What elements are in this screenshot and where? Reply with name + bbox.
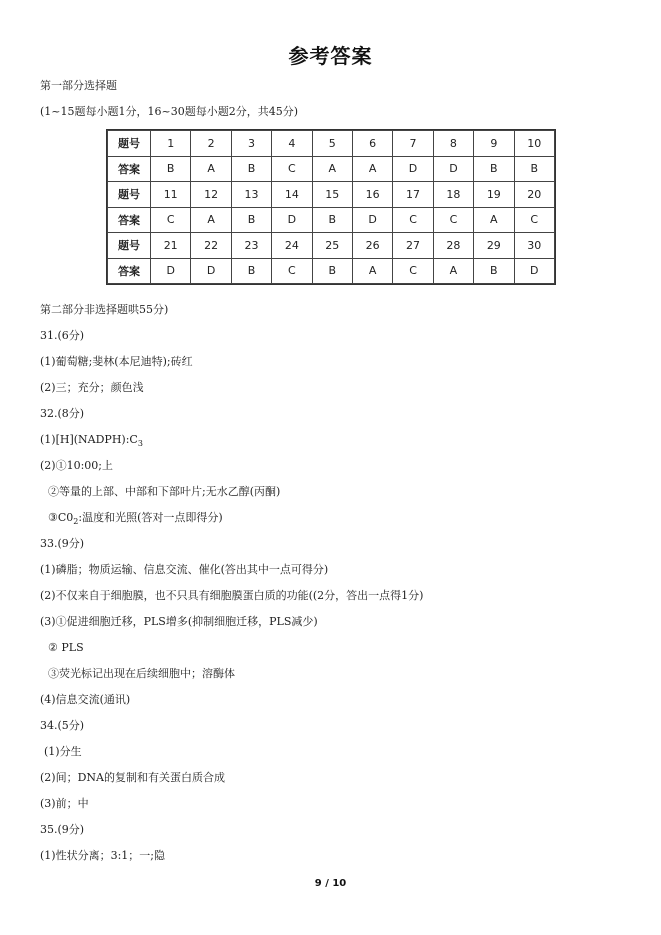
q32-header: 32.(8分) <box>40 407 85 420</box>
table-cell: B <box>231 258 271 284</box>
table-row <box>108 156 555 182</box>
q33-answer-2: (2)不仅来自于细胞膜，也不只具有细胞膜蛋白质的功能((2分，答出一点得1分) <box>40 589 424 602</box>
table-cell: B <box>312 258 352 284</box>
q33-header: 33.(9分) <box>40 537 85 550</box>
part1-score-note: (1~15题每小题1分，16~30题每小题2分，共45分) <box>40 105 298 118</box>
table-cell: B <box>231 207 271 233</box>
q33-answer-3b: ② PLS <box>48 641 84 654</box>
table-cell: 18 <box>433 182 473 208</box>
table-cell: A <box>352 156 392 182</box>
table-cell: 20 <box>514 182 554 208</box>
q32-answer-2b: ②等量的上部、中部和下部叶片;无水乙醇(丙酮) <box>48 485 281 498</box>
table-row <box>108 207 555 233</box>
table-cell: 1 <box>151 131 191 157</box>
table-cell: 17 <box>393 182 433 208</box>
table-cell: 24 <box>272 233 312 259</box>
table-row-label: 答案 <box>108 207 151 233</box>
q32-answer-2c <box>48 511 223 529</box>
table-cell: D <box>272 207 312 233</box>
table-row-label: 答案 <box>108 156 151 182</box>
table-cell: 10 <box>514 131 554 157</box>
table-cell: B <box>312 207 352 233</box>
table-cell: 5 <box>312 131 352 157</box>
table-cell: C <box>272 156 312 182</box>
q33-answer-3c: ③荧光标记出现在后续细胞中；溶酶体 <box>48 667 235 680</box>
table-cell: 22 <box>191 233 231 259</box>
table-cell: A <box>352 258 392 284</box>
table-row-label: 答案 <box>108 258 151 284</box>
q32-answer-2c-subscript: 2 <box>73 517 79 527</box>
table-cell: C <box>151 207 191 233</box>
table-cell: 15 <box>312 182 352 208</box>
table-cell: 6 <box>352 131 392 157</box>
table-cell: 2 <box>191 131 231 157</box>
q32-answer-2c-post: :温度和光照(答对一点即得分) <box>78 511 223 524</box>
table-cell: B <box>474 258 514 284</box>
q31-answer-2: (2)三；充分；颜色浅 <box>40 381 144 394</box>
part1-heading: 第一部分选择题 <box>40 79 117 92</box>
q35-header: 35.(9分) <box>40 823 85 836</box>
q32-answer-1-text: (1)[H](NADPH):C <box>40 433 138 446</box>
table-cell: 7 <box>393 131 433 157</box>
q35-answer-1: (1)性状分离；3:1；一;隐 <box>40 849 165 862</box>
table-cell: D <box>433 156 473 182</box>
table-cell: 8 <box>433 131 473 157</box>
table-cell: 19 <box>474 182 514 208</box>
table-cell: A <box>433 258 473 284</box>
table-cell: 9 <box>474 131 514 157</box>
table-row-label: 题号 <box>108 131 151 157</box>
table-cell: 13 <box>231 182 271 208</box>
table-cell: 27 <box>393 233 433 259</box>
table-row <box>108 182 555 208</box>
table-cell: C <box>393 207 433 233</box>
table-cell: B <box>474 156 514 182</box>
table-cell: C <box>433 207 473 233</box>
table-cell: 21 <box>151 233 191 259</box>
table-cell: D <box>514 258 554 284</box>
table-cell: 25 <box>312 233 352 259</box>
table-cell: 23 <box>231 233 271 259</box>
table-cell: C <box>514 207 554 233</box>
table-cell: D <box>151 258 191 284</box>
table-cell: C <box>272 258 312 284</box>
q34-answer-3: (3)前；中 <box>40 797 89 810</box>
q33-answer-1: (1)磷脂；物质运输、信息交流、催化(答出其中一点可得分) <box>40 563 329 576</box>
table-row-label: 题号 <box>108 182 151 208</box>
q34-answer-2: (2)间；DNA的复制和有关蛋白质合成 <box>40 771 225 784</box>
table-cell: 28 <box>433 233 473 259</box>
table-cell: 29 <box>474 233 514 259</box>
q32-answer-2c-pre: ③C0 <box>48 511 74 524</box>
q33-answer-3a: (3)①促进细胞迁移，PLS增多(抑制细胞迁移，PLS减少) <box>40 615 318 628</box>
table-cell: D <box>191 258 231 284</box>
table-cell: 12 <box>191 182 231 208</box>
table-row <box>108 233 555 259</box>
table-row <box>108 131 555 157</box>
table-row <box>108 258 555 284</box>
table-cell: 3 <box>231 131 271 157</box>
page-title: 参考答案 <box>288 44 373 68</box>
table-cell: 4 <box>272 131 312 157</box>
part2-heading: 第二部分非选择题哄55分) <box>40 303 169 316</box>
table-cell: D <box>393 156 433 182</box>
table-cell: B <box>514 156 554 182</box>
table-cell: A <box>474 207 514 233</box>
table-cell: 14 <box>272 182 312 208</box>
table-cell: C <box>393 258 433 284</box>
page-number: 9 / 10 <box>314 878 347 889</box>
q32-answer-1-subscript: 3 <box>137 439 143 449</box>
q34-header: 34.(5分) <box>40 719 85 732</box>
table-cell: 11 <box>151 182 191 208</box>
table-cell: 30 <box>514 233 554 259</box>
table-cell: 16 <box>352 182 392 208</box>
table-cell: A <box>191 207 231 233</box>
table-cell: B <box>151 156 191 182</box>
table-cell: A <box>191 156 231 182</box>
table-cell: B <box>231 156 271 182</box>
q34-answer-1: (1)分生 <box>44 745 82 758</box>
q33-answer-4: (4)信息交流(通讯) <box>40 693 131 706</box>
table-cell: 26 <box>352 233 392 259</box>
q31-header: 31.(6分) <box>40 329 85 342</box>
q31-answer-1: (1)葡萄糖;斐林(本尼迪特);砖红 <box>40 355 193 368</box>
q32-answer-1 <box>40 433 143 451</box>
table-cell: D <box>352 207 392 233</box>
answer-table <box>107 130 555 284</box>
q32-answer-2a: (2)①10:00;上 <box>40 459 113 472</box>
table-row-label: 题号 <box>108 233 151 259</box>
table-cell: A <box>312 156 352 182</box>
